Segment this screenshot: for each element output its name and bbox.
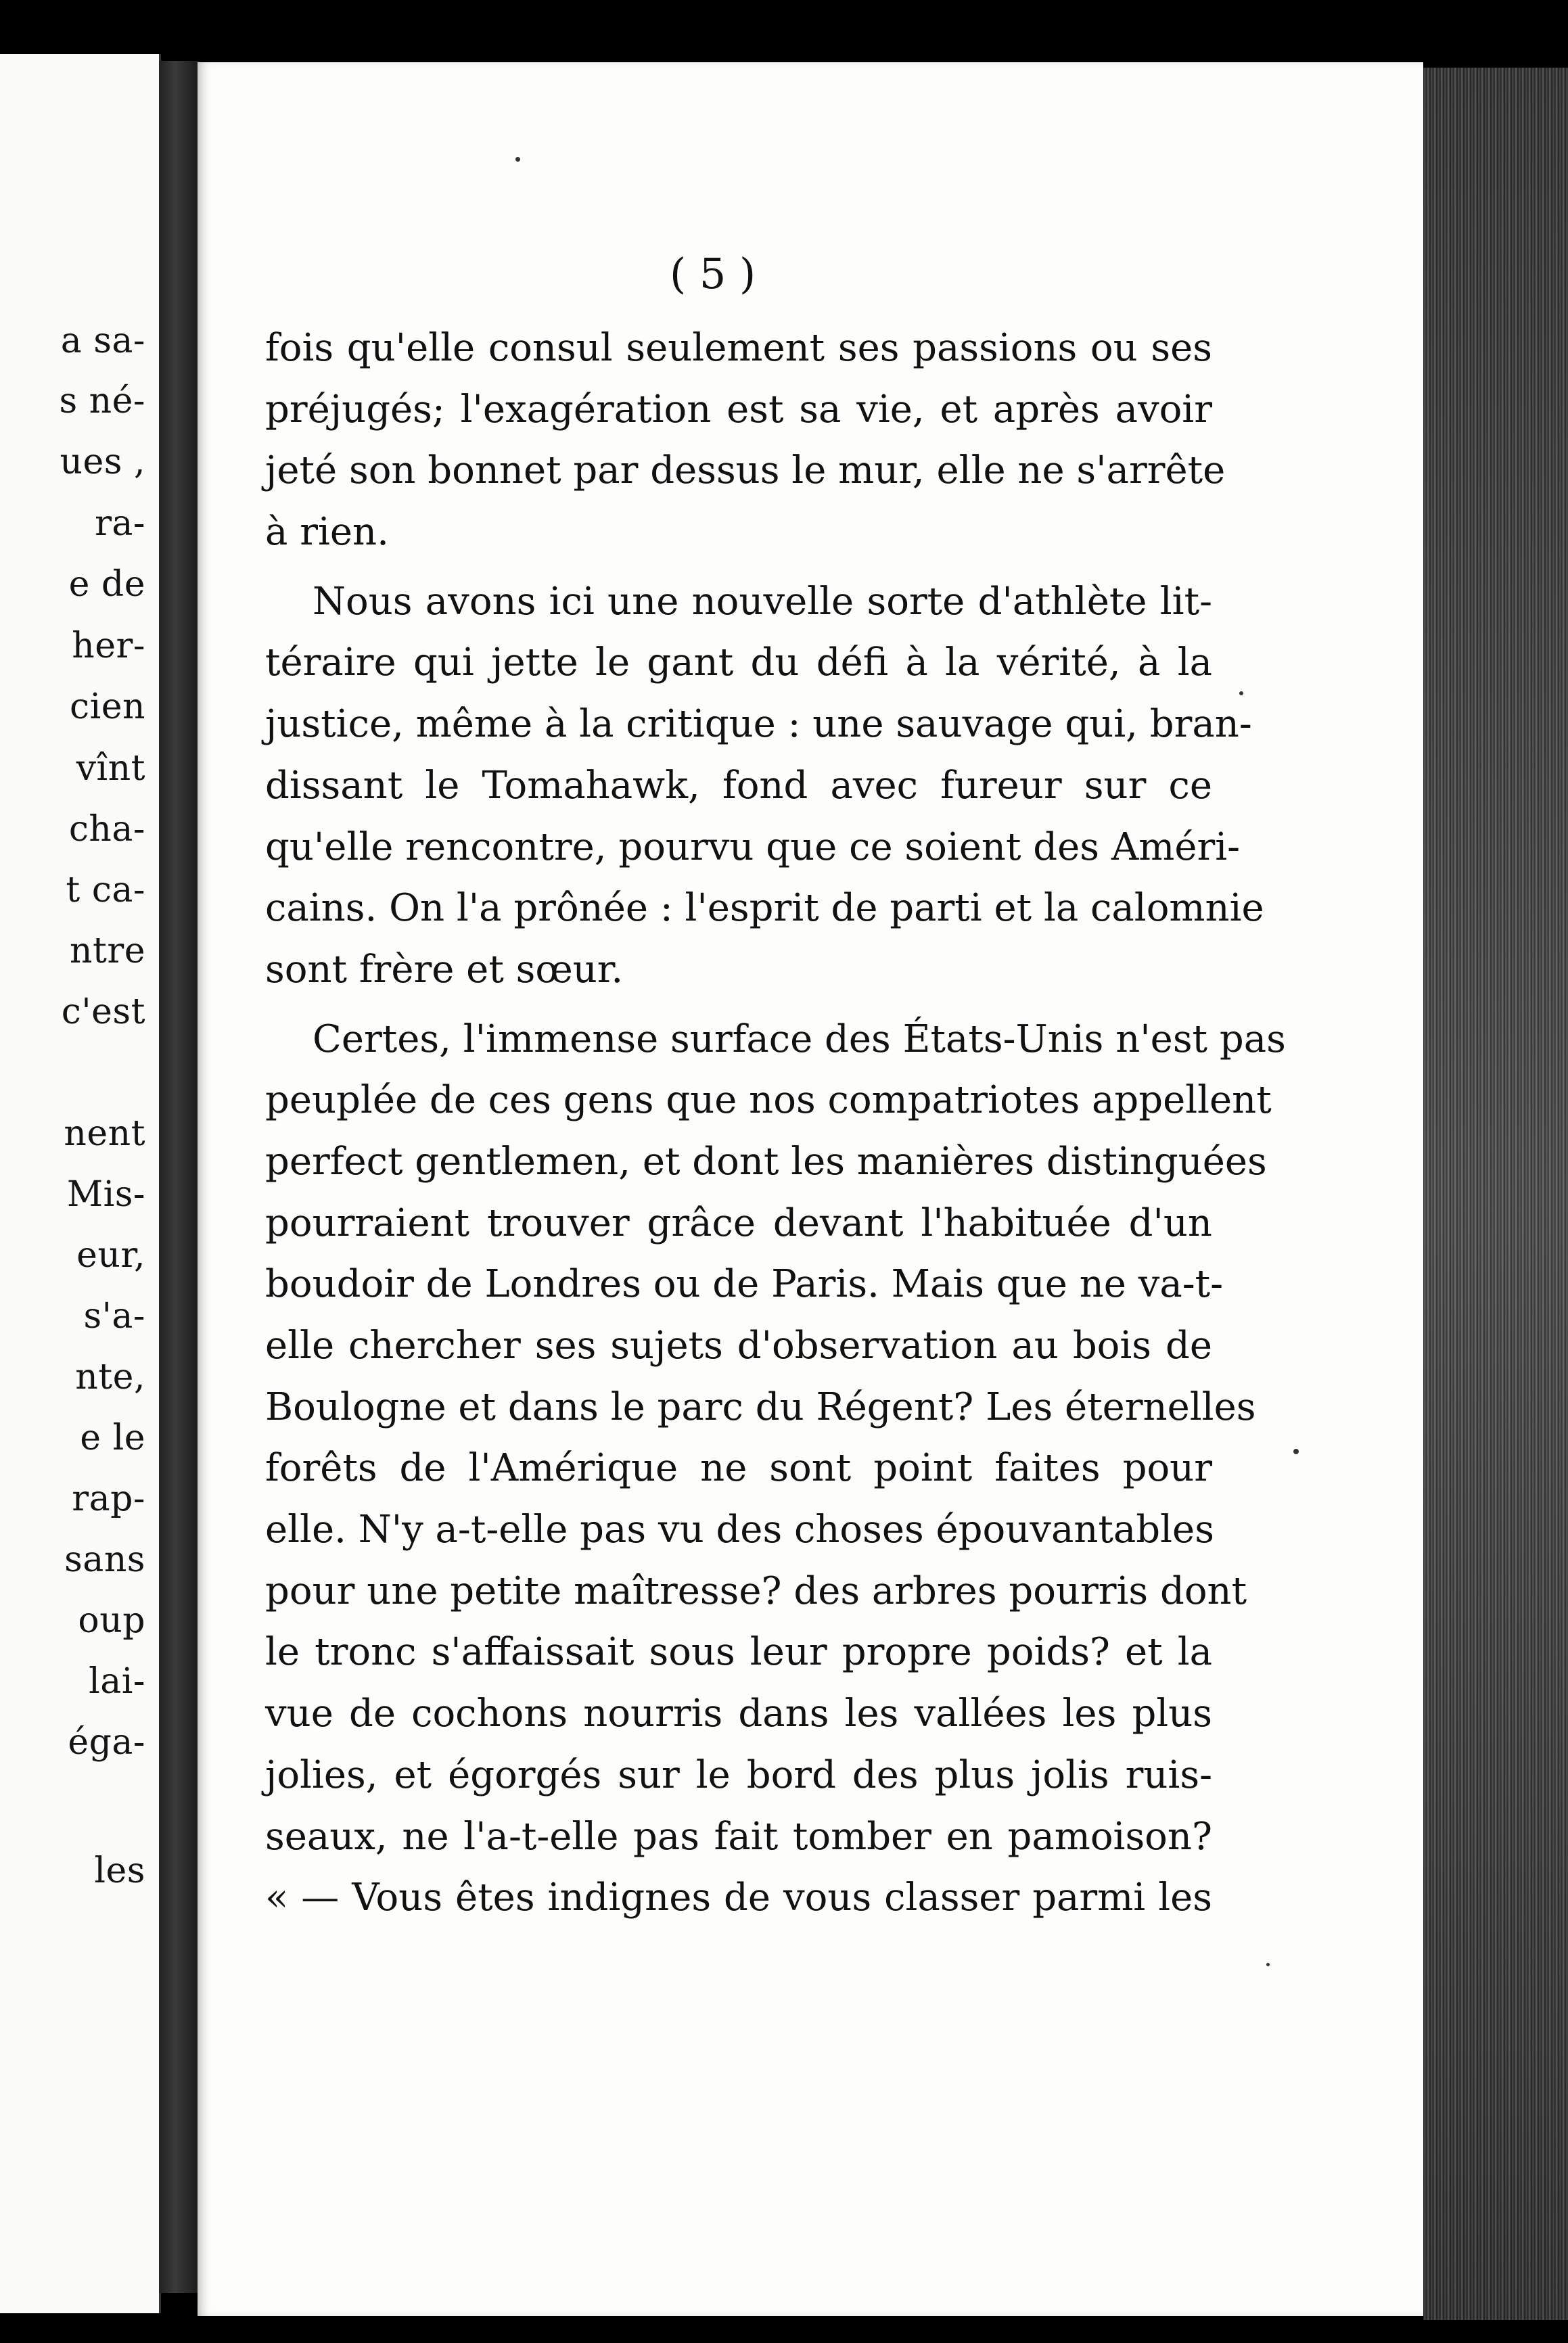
left-page-line: lai- xyxy=(89,1661,145,1702)
text-line: peuplée de ces gens que nos compatriotes appellent xyxy=(265,1078,1272,1123)
left-page-line: e de xyxy=(68,564,145,605)
left-page-line: cien xyxy=(69,687,145,727)
text-line: pour une petite maîtresse? des arbres pourris dont xyxy=(265,1569,1247,1613)
left-page-line: t ca- xyxy=(66,870,145,910)
left-page-line: ues , xyxy=(60,442,145,482)
text-line: justice, même à la critique : une sauvage qui, bran- xyxy=(265,702,1252,747)
text-line: jolies, et égorgés sur le bord des plus jolis ruis- xyxy=(265,1753,1212,1797)
text-line: « — Vous êtes indignes de vous classer parmi les xyxy=(265,1876,1212,1920)
text-line: sont frère et sœur. xyxy=(265,947,624,992)
left-page-line: sans xyxy=(64,1539,145,1580)
left-page-line: les xyxy=(94,1851,145,1891)
left-page-line: rap- xyxy=(72,1479,145,1519)
book-gutter xyxy=(159,61,200,2293)
text-line: Boulogne et dans le parc du Régent? Les éternelles xyxy=(265,1385,1256,1429)
left-page-line: c'est xyxy=(61,992,145,1032)
body-text xyxy=(265,318,1286,1929)
left-page-fragment xyxy=(0,54,161,2313)
text-line: perfect gentlemen, et dont les manières distinguées xyxy=(265,1139,1267,1184)
left-page-line: nte, xyxy=(75,1357,145,1397)
page-number: ( 5 ) xyxy=(670,249,756,298)
left-page-line: cha- xyxy=(68,809,145,850)
left-page-line: ra- xyxy=(95,503,145,544)
text-line: qu'elle rencontre, pourvu que ce soient des Améri- xyxy=(265,825,1241,869)
text-line: seaux, ne l'a-t-elle pas fait tomber en pamoison? xyxy=(265,1814,1212,1859)
left-page-line: éga- xyxy=(68,1722,145,1763)
left-page-line: ntre xyxy=(69,931,145,971)
text-line: fois qu'elle consul seulement ses passions ou ses xyxy=(265,326,1212,370)
text-line: jeté son bonnet par dessus le mur, elle ne s'arrête xyxy=(265,448,1226,493)
ink-speck xyxy=(1239,691,1243,695)
text-line: dissant le Tomahawk, fond avec fureur sur ce xyxy=(265,763,1212,808)
text-line: Certes, l'immense surface des États-Unis n'est pas xyxy=(313,1017,1286,1061)
text-line: forêts de l'Amérique ne sont point faites pour xyxy=(265,1446,1212,1491)
text-line: elle chercher ses sujets d'observation au bois de xyxy=(265,1324,1212,1368)
left-page-line: e le xyxy=(80,1418,145,1458)
left-page-line: oup xyxy=(78,1600,145,1641)
text-line: cains. On l'a prônée : l'esprit de parti et la calomnie xyxy=(265,886,1264,931)
left-page-line: vînt xyxy=(76,748,145,789)
left-page-line: Mis- xyxy=(66,1174,145,1215)
text-line: à rien. xyxy=(265,510,389,555)
text-line: téraire qui jette le gant du défi à la vérité, à la xyxy=(265,641,1212,685)
text-line: le tronc s'affaissait sous leur propre poids? et la xyxy=(265,1630,1212,1675)
text-line: elle. N'y a-t-elle pas vu des choses épouvantables xyxy=(265,1508,1214,1552)
left-page-line: s né- xyxy=(59,381,145,421)
ink-speck xyxy=(1293,1449,1299,1454)
text-line: préjugés; l'exagération est sa vie, et après avoir xyxy=(265,387,1212,432)
left-page-line: nent xyxy=(64,1113,145,1154)
text-line: Nous avons ici une nouvelle sorte d'athlète lit- xyxy=(313,579,1212,624)
page-edges-stack xyxy=(1423,68,1568,2320)
text-line: boudoir de Londres ou de Paris. Mais que ne va-t- xyxy=(265,1262,1224,1307)
left-page-line: eur, xyxy=(76,1235,145,1276)
left-page-line: a sa- xyxy=(60,321,145,361)
left-page-line: her- xyxy=(72,626,145,666)
left-page-line: s'a- xyxy=(83,1296,145,1337)
text-line: vue de cochons nourris dans les vallées les plus xyxy=(265,1692,1212,1736)
text-line: pourraient trouver grâce devant l'habituée d'un xyxy=(265,1201,1212,1245)
ink-speck xyxy=(515,157,520,162)
ink-speck xyxy=(1266,1963,1270,1966)
